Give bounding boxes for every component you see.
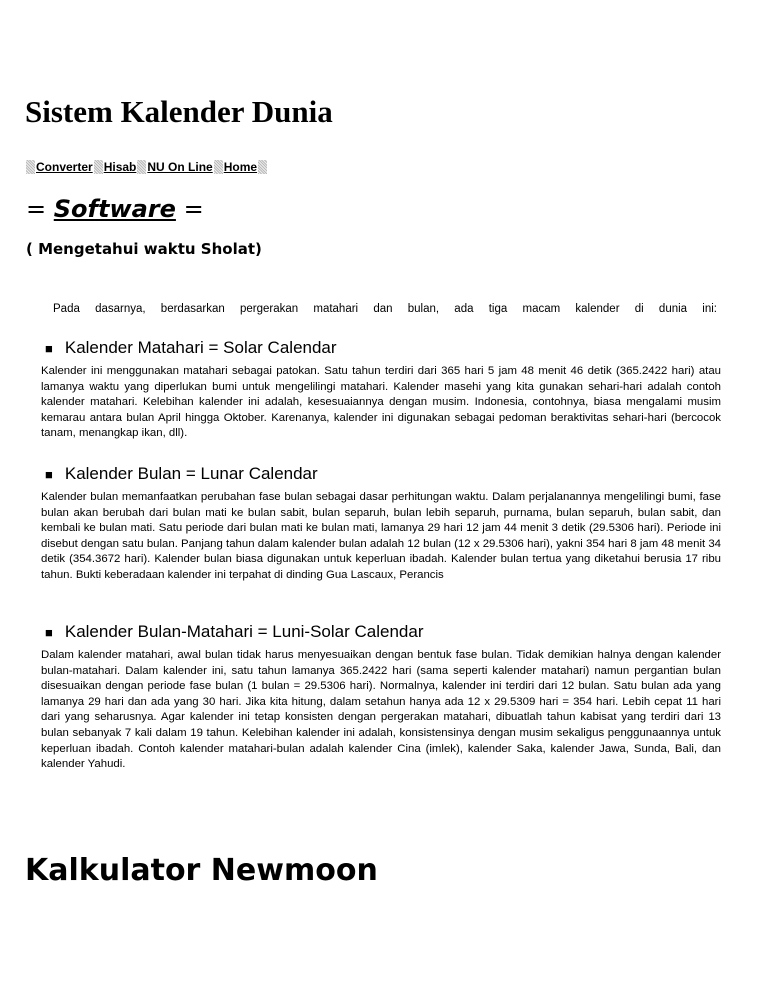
section-text: Dalam kalender matahari, awal bulan tidak harus menyesuaikan dengan bentuk fase bulan. Tidak demikian halnya dengan kalender bulan-matahari. Dalam kalender ini, satu tahun lamanya 365.2422 hari (sama seperti kalender matahari) namun pergantian bulan disesuaikan dengan periode fase bulan (1 bulan = 29.5306 hari). Normalnya, kalender ini terdiri dari 12 bulan. Satu bulan ada yang lamanya 29 hari dan ada yang 30 hari. Jika kita hitung, dalam setahun hanya ada 12 x 29.5309 hari = 354 hari. Lebih cepat 11 hari dari yang seharusnya. Agar kalender ini tetap konsisten dengan pergerakan matahari, dibuatlah tahun kabisat yang terdiri dari 13 bulan sebanyak 7 kali dalam 19 tahun. Kelebihan kalender ini adalah, konsistensinya dengan musim sekaligus penggunaannya untuk keperluan ibadah. Contoh kalender matahari-bulan adalah kalender Cina (imlek), kalender Saka, kalender Jawa, Sunda, Bali, dan kalender Yahudi. xyxy=(41,649,721,771)
section-lunisolar xyxy=(41,622,721,773)
separator-icon xyxy=(214,160,223,174)
subtitle: ( Mengetahui waktu Sholat) xyxy=(26,240,262,258)
nav-link-converter[interactable]: Converter xyxy=(36,160,93,174)
bullet-icon: ■ xyxy=(45,341,53,356)
software-heading xyxy=(26,195,204,223)
section-lunar xyxy=(41,464,721,584)
nav-link-home[interactable]: Home xyxy=(223,160,258,174)
page-title: Sistem Kalender Dunia xyxy=(25,94,333,129)
separator-icon xyxy=(94,160,103,174)
equals-sign: = xyxy=(26,195,47,223)
separator-icon xyxy=(137,160,146,174)
nav-link-nu-online[interactable]: NU On Line xyxy=(147,160,213,174)
nav-link-hisab[interactable]: Hisab xyxy=(103,160,137,174)
separator-icon xyxy=(258,160,267,174)
nav-bar xyxy=(26,160,267,174)
section-text: Kalender bulan memanfaatkan perubahan fase bulan sebagai dasar perhitungan waktu. Dalam perjalanannya mengelilingi bumi, fase bulan akan berubah dari bulan mati ke bulan sabit, bulan separuh, bulan lebih separuh, purnama, bulan separuh, bulan sabit, dan kembali ke bulan mati. Satu periode dari bulan mati ke bulan mati, lamanya 29 hari 12 jam 44 menit 3 detik (29.5306 hari). Periode ini disebut dengan satu bulan. Panjang tahun dalam kalender bulan adalah 12 bulan (12 x 29.5306 hari), yakni 354 hari 8 jam 48 menit 34 detik (354.3672 hari). Kalender bulan biasa digunakan untuk keperluan ibadah. Kalender bulan tertua yang diketahui berusia 17 ribu tahun. Bukti keberadaan kalender ini terpahat di dinding Gua Lascaux, Perancis xyxy=(41,491,721,581)
section-heading: Kalender Bulan = Lunar Calendar xyxy=(64,464,318,483)
separator-icon xyxy=(26,160,35,174)
calculator-heading: Kalkulator Newmoon xyxy=(25,853,378,888)
intro-text: Pada dasarnya, berdasarkan pergerakan matahari dan bulan, ada tiga macam kalender di dunia ini: xyxy=(53,303,717,315)
equals-sign: = xyxy=(183,195,204,223)
section-text: Kalender ini menggunakan matahari sebagai patokan. Satu tahun terdiri dari 365 hari 5 jam 48 menit 46 detik (365.2422 hari) atau lamanya waktu yang diperlukan bumi untuk mengelilingi matahari. Kalender masehi yang kita gunakan sehari-hari adalah contoh kalender matahari. Kelebihan kalender ini adalah, kesesuaiannya dengan musim. Indonesia, contohnya, biasa mengalami musim kemarau antara bulan April hingga Oktober. Karenanya, kalender ini digunakan sebagai pedoman beraktivitas sehari-hari (bercocok tanam, menangkap ikan, dll). xyxy=(41,365,721,440)
section-solar xyxy=(41,338,721,442)
section-heading: Kalender Matahari = Solar Calendar xyxy=(64,338,337,357)
software-link[interactable]: Software xyxy=(53,195,176,223)
section-heading: Kalender Bulan-Matahari = Luni-Solar Calendar xyxy=(64,622,424,641)
bullet-icon: ■ xyxy=(45,467,53,482)
bullet-icon: ■ xyxy=(45,625,53,640)
